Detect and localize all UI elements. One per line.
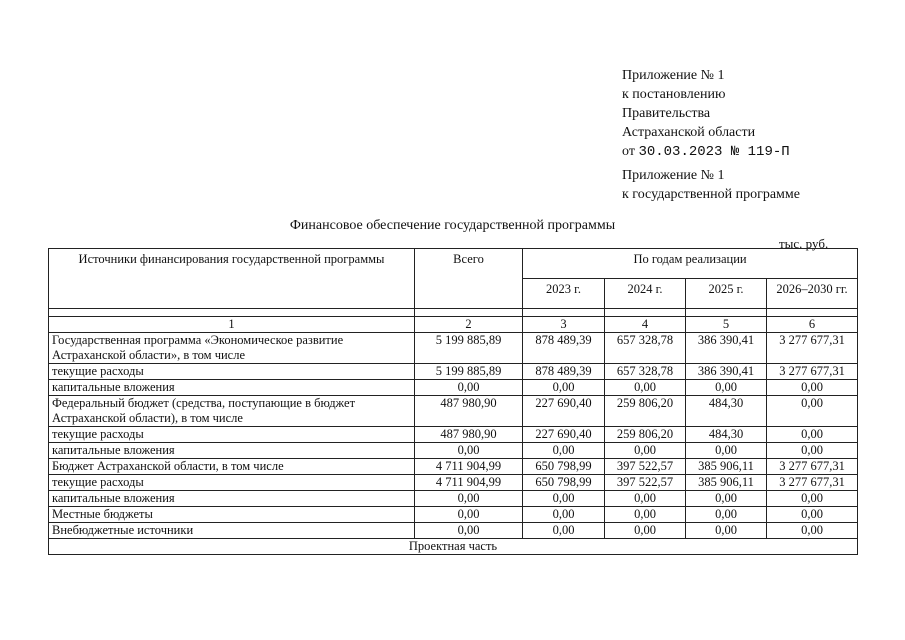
- row-value-cell: 0,00: [523, 507, 605, 523]
- decree-date-value: 30.03.2023 № 119-П: [638, 144, 790, 160]
- decree-date-line: [622, 142, 790, 162]
- row-value-cell: 4 711 904,99: [415, 459, 523, 475]
- row-value-cell: 0,00: [767, 396, 858, 427]
- row-value-cell: 386 390,41: [686, 333, 767, 364]
- column-number: 2: [415, 317, 523, 333]
- row-value-cell: 0,00: [767, 523, 858, 539]
- row-value-cell: 227 690,40: [523, 427, 605, 443]
- decree-date-prefix: от: [622, 144, 635, 159]
- document-title: Финансовое обеспечение государственной программы: [289, 218, 616, 233]
- row-value-cell: 385 906,11: [686, 475, 767, 491]
- header-sources: Источники финансирования государственной программы: [49, 249, 415, 309]
- row-source-label: текущие расходы: [49, 427, 415, 443]
- header-year: 2025 г.: [686, 279, 767, 309]
- row-source-label: Государственная программа «Экономическое развитие Астраханской области», в том числе: [49, 333, 415, 364]
- row-value-cell: 0,00: [767, 427, 858, 443]
- row-source-label: Бюджет Астраханской области, в том числе: [49, 459, 415, 475]
- row-value-cell: 0,00: [686, 491, 767, 507]
- header-total: Всего: [415, 249, 523, 309]
- row-source-label: капитальные вложения: [49, 380, 415, 396]
- table-row: [49, 333, 858, 364]
- row-value-cell: 227 690,40: [523, 396, 605, 427]
- row-value-cell: 484,30: [686, 396, 767, 427]
- column-number: 4: [605, 317, 686, 333]
- row-value-cell: 657 328,78: [605, 364, 686, 380]
- row-value-cell: 0,00: [415, 443, 523, 459]
- row-source-label: Местные бюджеты: [49, 507, 415, 523]
- column-number: 6: [767, 317, 858, 333]
- row-source-label: капитальные вложения: [49, 443, 415, 459]
- row-value-cell: 0,00: [767, 507, 858, 523]
- appendix-decree-line: Астраханской области: [622, 125, 756, 140]
- header-row: [49, 249, 858, 279]
- row-value-cell: 657 328,78: [605, 333, 686, 364]
- column-number: 3: [523, 317, 605, 333]
- row-value-cell: 878 489,39: [523, 333, 605, 364]
- row-value-cell: 0,00: [415, 507, 523, 523]
- table-row: [49, 427, 858, 443]
- table-row: [49, 396, 858, 427]
- row-value-cell: 0,00: [605, 523, 686, 539]
- row-value-cell: 0,00: [686, 443, 767, 459]
- row-value-cell: 5 199 885,89: [415, 364, 523, 380]
- row-value-cell: 0,00: [605, 380, 686, 396]
- row-value-cell: 385 906,11: [686, 459, 767, 475]
- row-value-cell: 0,00: [605, 491, 686, 507]
- header-year: 2023 г.: [523, 279, 605, 309]
- column-number: 5: [686, 317, 767, 333]
- appendix-decree-line: Приложение № 1: [622, 68, 725, 83]
- financing-table: [48, 248, 858, 555]
- table-row: [49, 475, 858, 491]
- header-year: 2024 г.: [605, 279, 686, 309]
- row-source-label: текущие расходы: [49, 475, 415, 491]
- row-value-cell: 484,30: [686, 427, 767, 443]
- appendix-program-block: [622, 166, 800, 204]
- appendix-decree-block: [622, 66, 790, 162]
- table-row: [49, 380, 858, 396]
- appendix-program-line: Приложение № 1: [622, 168, 725, 183]
- row-value-cell: 0,00: [415, 523, 523, 539]
- table-row: [49, 491, 858, 507]
- row-value-cell: 3 277 677,31: [767, 459, 858, 475]
- row-value-cell: 0,00: [686, 380, 767, 396]
- row-value-cell: 0,00: [767, 491, 858, 507]
- row-value-cell: 0,00: [523, 443, 605, 459]
- row-value-cell: 397 522,57: [605, 475, 686, 491]
- row-value-cell: 650 798,99: [523, 459, 605, 475]
- section-row: [49, 539, 858, 555]
- section-label: Проектная часть: [49, 539, 858, 555]
- spacer-row: [49, 309, 858, 317]
- table-row: [49, 459, 858, 475]
- table-row: [49, 364, 858, 380]
- row-value-cell: 0,00: [523, 523, 605, 539]
- row-source-label: текущие расходы: [49, 364, 415, 380]
- row-value-cell: 0,00: [523, 491, 605, 507]
- appendix-program-line: к государственной программе: [622, 187, 800, 202]
- row-value-cell: 259 806,20: [605, 396, 686, 427]
- column-number: 1: [49, 317, 415, 333]
- row-value-cell: 0,00: [415, 491, 523, 507]
- units-label: тыс. руб.: [779, 236, 829, 251]
- row-value-cell: 0,00: [523, 380, 605, 396]
- row-source-label: Федеральный бюджет (средства, поступающие в бюджет Астраханской области), в том числе: [49, 396, 415, 427]
- row-value-cell: 0,00: [686, 523, 767, 539]
- row-source-label: капитальные вложения: [49, 491, 415, 507]
- header-year: 2026–2030 гг.: [767, 279, 858, 309]
- row-value-cell: 487 980,90: [415, 396, 523, 427]
- row-value-cell: 3 277 677,31: [767, 333, 858, 364]
- row-value-cell: 386 390,41: [686, 364, 767, 380]
- row-value-cell: 0,00: [767, 380, 858, 396]
- row-value-cell: 0,00: [686, 507, 767, 523]
- column-number-row: [49, 317, 858, 333]
- row-value-cell: 397 522,57: [605, 459, 686, 475]
- row-value-cell: 3 277 677,31: [767, 475, 858, 491]
- row-source-label: Внебюджетные источники: [49, 523, 415, 539]
- row-value-cell: 0,00: [605, 507, 686, 523]
- row-value-cell: 650 798,99: [523, 475, 605, 491]
- appendix-decree-line: к постановлению: [622, 87, 726, 102]
- header-by-years: По годам реализации: [523, 249, 858, 279]
- row-value-cell: 5 199 885,89: [415, 333, 523, 364]
- appendix-decree-line: Правительства: [622, 106, 711, 121]
- row-value-cell: 0,00: [415, 380, 523, 396]
- row-value-cell: 4 711 904,99: [415, 475, 523, 491]
- row-value-cell: 487 980,90: [415, 427, 523, 443]
- row-value-cell: 878 489,39: [523, 364, 605, 380]
- row-value-cell: 0,00: [605, 443, 686, 459]
- row-value-cell: 259 806,20: [605, 427, 686, 443]
- table-row: [49, 443, 858, 459]
- row-value-cell: 3 277 677,31: [767, 364, 858, 380]
- table-row: [49, 523, 858, 539]
- table-row: [49, 507, 858, 523]
- row-value-cell: 0,00: [767, 443, 858, 459]
